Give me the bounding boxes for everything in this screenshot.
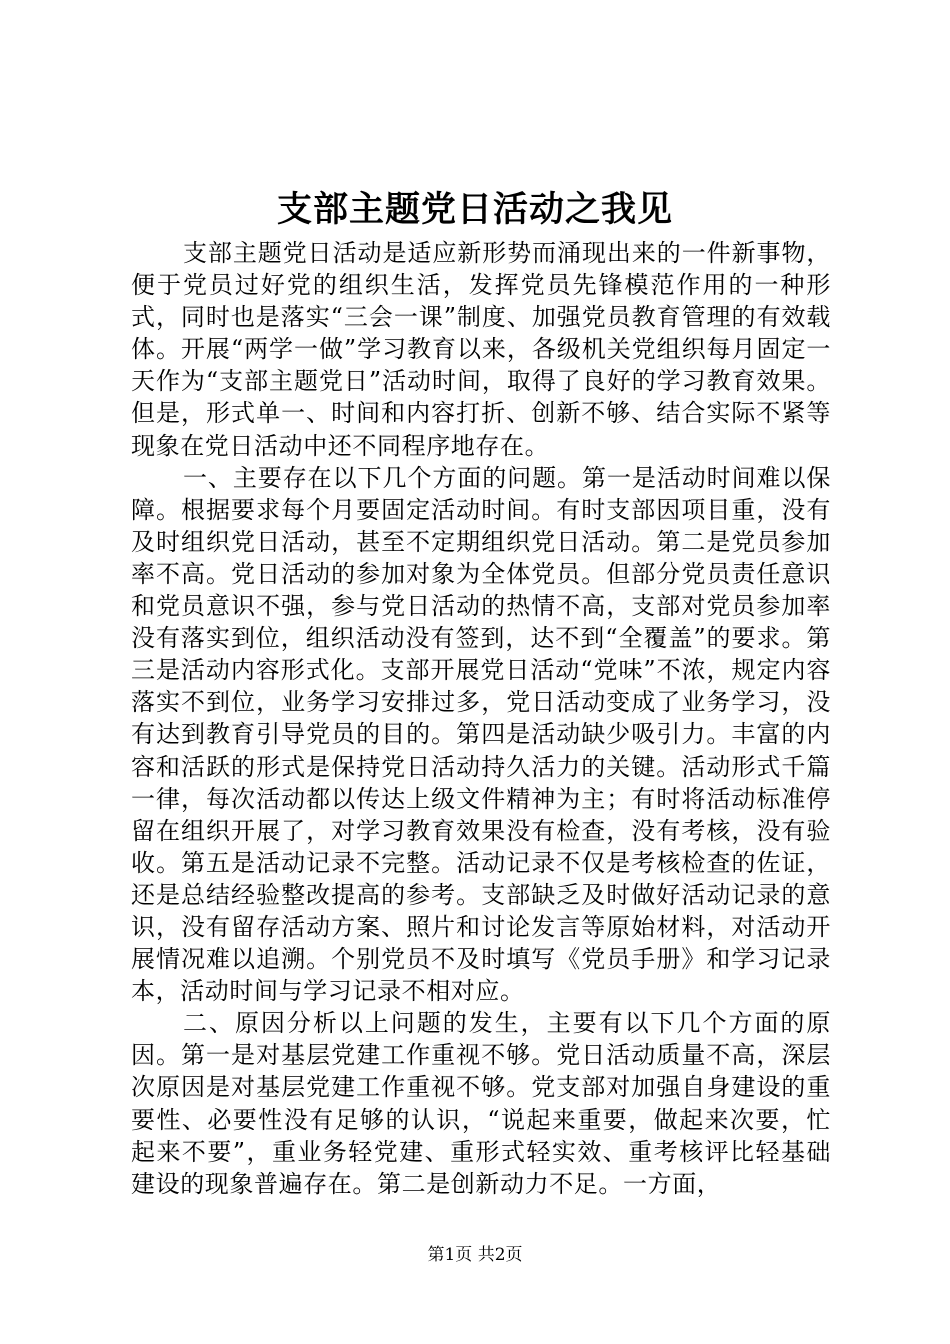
paragraph-causes: 二、原因分析以上问题的发生，主要有以下几个方面的原因。第一是对基层党建工作重视不够。党日活动质量不高，深层次原因是对基层党建工作重视不够。党支部对加强自身建设的重要性、必要性没有足够的认识，“说起来重要，做起来次要，忙起来不要”，重业务轻党建、重形式轻实效、重考核评比轻基础建设的现象普遍存在。第二是创新动力不足。一方面，: [131, 1009, 831, 1198]
paragraph-problems: 一、主要存在以下几个方面的问题。第一是活动时间难以保障。根据要求每个月要固定活动时间。有时支部因项目重，没有及时组织党日活动，甚至不定期组织党日活动。第二是党员参加率不高。党日活动的参加对象为全体党员。但部分党员责任意识和党员意识不强，参与党日活动的热情不高，支部对党员参加率没有落实到位，组织活动没有签到，达不到“全覆盖”的要求。第三是活动内容形式化。支部开展党日活动“党味”不浓，规定内容落实不到位，业务学习安排过多，党日活动变成了业务学习，没有达到教育引导党员的目的。第四是活动缺少吸引力。丰富的内容和活跃的形式是保持党日活动持久活力的关键。活动形式千篇一律，每次活动都以传达上级文件精神为主；有时将活动标准停留在组织开展了，对学习教育效果没有检查，没有考核，没有验收。第五是活动记录不完整。活动记录不仅是考核检查的佐证，还是总结经验整改提高的参考。支部缺乏及时做好活动记录的意识，没有留存活动方案、照片和讨论发言等原始材料，对活动开展情况难以追溯。个别党员不及时填写《党员手册》和学习记录本，活动时间与学习记录不相对应。: [131, 463, 831, 1006]
page-number-footer: 第1页 共2页: [427, 1245, 523, 1265]
paragraph-intro: 支部主题党日活动是适应新形势而涌现出来的一件新事物，便于党员过好党的组织生活，发挥党员先锋模范作用的一种形式，同时也是落实“三会一课”制度、加强党员教育管理的有效载体。开展“两学一做”学习教育以来，各级机关党组织每月固定一天作为“支部主题党日”活动时间，取得了良好的学习教育效果。但是，形式单一、时间和内容打折、创新不够、结合实际不紧等现象在党日活动中还不同程序地存在。: [131, 239, 831, 460]
document-title: 支部主题党日活动之我见: [276, 189, 673, 230]
document-body: [131, 237, 831, 1200]
